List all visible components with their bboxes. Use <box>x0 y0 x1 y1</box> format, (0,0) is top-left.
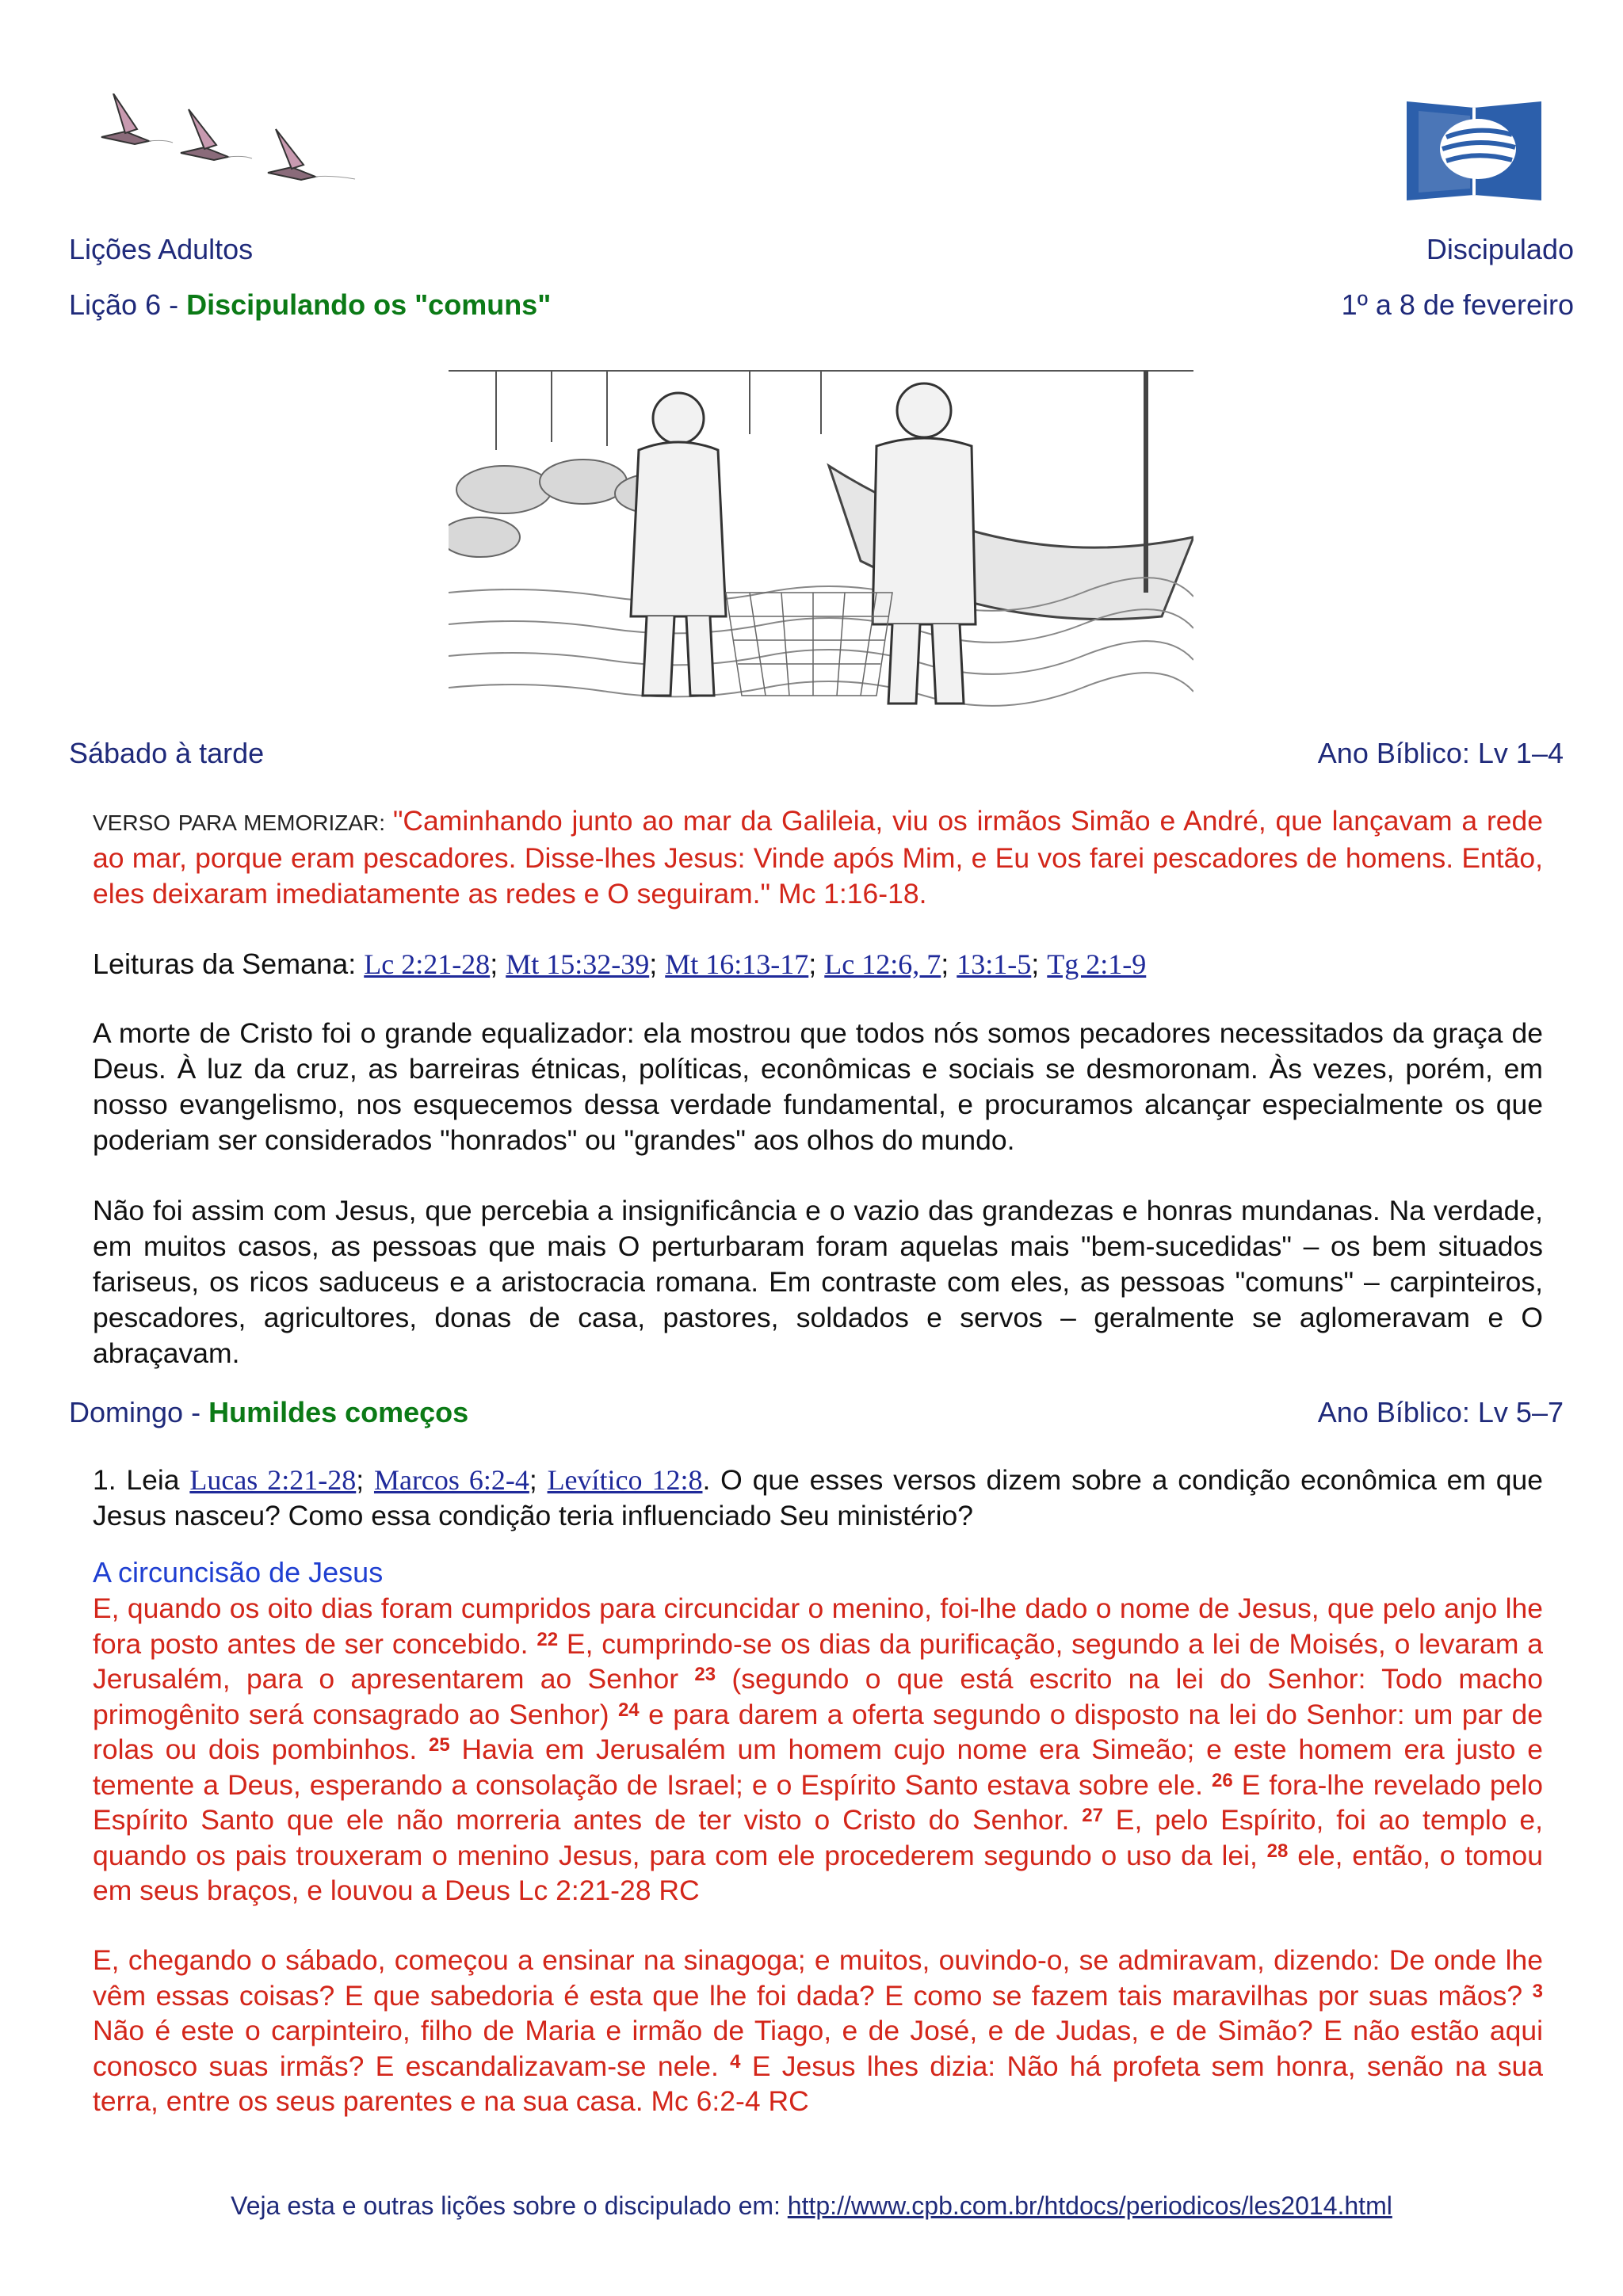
bible-year-sunday: Ano Bíblico: Lv 5–7 <box>1317 1396 1564 1428</box>
reading-link[interactable]: Mt 16:13-17 <box>665 948 809 980</box>
verse-text: e para darem a oferta segundo o disposto na lei do Senhor: um par de rolas ou dois pombinhos. <box>93 1698 1543 1765</box>
day-title: Humildes começos <box>208 1396 469 1428</box>
scripture-link[interactable]: Levítico 12:8 <box>547 1464 703 1496</box>
separator: - <box>183 1396 209 1428</box>
reading-link[interactable]: Lc 2:21-28 <box>364 948 491 980</box>
day-heading-sunday <box>69 1396 468 1429</box>
memory-verse-text: "Caminhando junto ao mar da Galileia, viu os irmãos Simão e André, que lançavam a rede ao mar, porque eram pescadores. Disse-lhes Jesus: Vinde após Mim, e Eu vos farei pescadores de homens. Então, eles deixaram imediatamente as redes e O seguiram." Mc 1:16-18. <box>93 805 1544 910</box>
reading-link[interactable]: Tg 2:1-9 <box>1047 948 1147 980</box>
verse-text: E, pelo Espírito, foi ao templo e, quando os pais trouxeram o menino Jesus, para com ele procederem segundo o uso da lei, <box>93 1804 1543 1871</box>
scripture-passage-mark <box>93 1943 1543 2119</box>
series-title: Lições Adultos <box>69 233 254 265</box>
open-book-logo-icon <box>1403 93 1545 204</box>
lesson-title: Discipulando os "comuns" <box>186 288 552 321</box>
reading-link[interactable]: Mt 15:32-39 <box>506 948 650 980</box>
paragraph: Não foi assim com Jesus, que percebia a insignificância e o vazio das grandezas e honras mundanas. Na verdade, em muitos casos, as pessoas que mais O perturbaram foram aquelas mais "bem-sucedidas" – os bem situados fariseus, os ricos saduceus e a aristocracia romana. Em contraste com eles, as pessoas "comuns" – carpinteiros, pescadores, agricultores, donas de casa, pastores, soldados e servos – geralmente se aglomeravam e O abraçavam. <box>93 1195 1543 1369</box>
question-text: . O que esses versos dizem sobre a condição econômica em que Jesus nasceu? Como essa condição teria influenciado Seu ministério? <box>93 1464 1544 1531</box>
readings-label: Leituras da Semana: <box>93 948 365 980</box>
lesson-heading <box>69 288 551 322</box>
verse-text: E fora-lhe revelado pelo Espírito Santo que ele não morreria antes de ter visto o Cristo do Senhor. <box>93 1768 1543 1836</box>
scripture-passage-luke <box>93 1591 1543 1909</box>
memory-verse-block <box>93 803 1543 912</box>
day-name: Domingo <box>69 1396 184 1428</box>
verse-number: 23 <box>694 1664 716 1685</box>
paragraph: A morte de Cristo foi o grande equalizador: ela mostrou que todos nós somos pecadores necessitados da graça de Deus. À luz da cruz, as barreiras étnicas, políticas, econômicas e sociais se desmoronam. Às vezes, porém, em nosso evangelismo, nos esquecemos dessa verdade fundamental, e procuramos alcançar especialmente os que poderiam ser considerados "honrados" ou "grandes" aos olhos do mundo. <box>93 1017 1543 1156</box>
weekly-readings: Leituras da Semana: Lc 2:21-28; Mt 15:32-39; Mt 16:13-17; Lc 12:6, 7; 13:1-5; Tg 2:1-9 <box>93 948 1147 980</box>
scripture-link[interactable]: Marcos 6:2-4 <box>373 1464 529 1496</box>
reading-link[interactable]: 13:1-5 <box>957 948 1032 980</box>
fishermen-illustration <box>449 355 1193 713</box>
verse-text: ele, então, o tomou em seus braços, e louvou a Deus Lc 2:21-28 RC <box>93 1839 1543 1906</box>
verse-text: Não é este o carpinteiro, filho de Maria e irmão de Tiago, e de José, e de Judas, e de Simão? E não estão aqui conosco suas irmãs? E escandalizavam-se nele. <box>93 2015 1543 2082</box>
question-1: 1. Leia Lucas 2:21-28; Marcos 6:2-4; Levítico 12:8. O que esses versos dizem sobre a condição econômica em que Jesus nasceu? Como essa condição teria influenciado Seu ministério? <box>93 1464 1544 1531</box>
memory-verse-label: VERSO PARA MEMORIZAR: <box>93 810 393 835</box>
bible-year-saturday: Ano Bíblico: Lv 1–4 <box>1317 737 1564 769</box>
question-prefix: 1. Leia <box>93 1464 190 1496</box>
date-range: 1º a 8 de fevereiro <box>1341 288 1574 321</box>
reading-link[interactable]: Lc 12:6, 7 <box>824 948 941 980</box>
verse-number: 28 <box>1266 1840 1289 1862</box>
passage-subheading: A circuncisão de Jesus <box>93 1556 384 1589</box>
verse-number: 27 <box>1082 1805 1103 1826</box>
lesson-number: Lição 6 - <box>69 288 187 321</box>
verse-number: 3 <box>1532 1980 1543 2002</box>
verse-number: 4 <box>730 2050 741 2073</box>
verse-number: 25 <box>429 1734 450 1756</box>
verse-number: 26 <box>1212 1769 1233 1791</box>
footer <box>0 2191 1623 2221</box>
verse-number: 24 <box>617 1699 640 1721</box>
verse-text: E, cumprindo-se os dias da purificação, segundo a lei de Moisés, o levaram a Jerusalém, para o apresentarem ao Senhor <box>93 1627 1543 1695</box>
scripture-link[interactable]: Lucas 2:21-28 <box>189 1464 357 1496</box>
verse-text: (segundo o que está escrito na lei do Senhor: Todo macho primogênito será consagrado ao Senhor) <box>93 1663 1543 1730</box>
footer-text: Veja esta e outras lições sobre o discipulado em: <box>231 2191 788 2220</box>
verse-text: E Jesus lhes dizia: Não há profeta sem honra, senão na sua terra, entre os seus parentes e na sua casa. Mc 6:2-4 RC <box>93 2050 1543 2117</box>
footer-link[interactable]: http://www.cpb.com.br/htdocs/periodicos/les2014.html <box>787 2191 1392 2220</box>
verse-text: E, quando os oito dias foram cumpridos para circuncidar o menino, foi-lhe dado o nome de Jesus, que pelo anjo lhe fora posto antes de ser concebido. <box>93 1592 1543 1660</box>
three-angels-birds-icon <box>94 93 371 212</box>
verse-number: 22 <box>537 1628 559 1650</box>
category-title: Discipulado <box>1426 233 1574 265</box>
day-heading-saturday: Sábado à tarde <box>69 737 265 769</box>
verse-text: E, chegando o sábado, começou a ensinar na sinagoga; e muitos, ouvindo-o, se admiravam, dizendo: De onde lhe vêm essas coisas? E que sabedoria é esta que lhe foi dada? E como se fazem tais maravilhas por suas mãos? <box>93 1944 1543 2012</box>
verse-text: Havia em Jerusalém um homem cujo nome era Simeão; e este homem era justo e temente a Deus, esperando a consolação de Israel; e o Espírito Santo estava sobre ele. <box>93 1733 1543 1801</box>
